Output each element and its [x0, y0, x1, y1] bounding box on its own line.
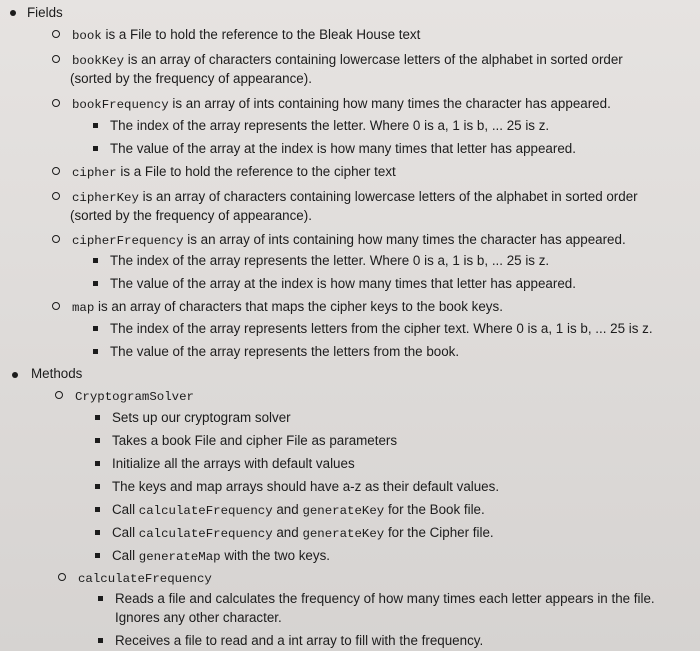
- call3-pre: Call: [112, 548, 139, 563]
- call1-post: for the Book file.: [384, 502, 485, 517]
- map-code: map: [72, 301, 95, 315]
- methods-heading: Methods: [31, 366, 83, 381]
- call2-code-2: generateKey: [302, 527, 385, 541]
- call3-code: generateMap: [138, 550, 221, 564]
- solver-item-3-bullet: [95, 461, 100, 466]
- call2-code-1: calculateFrequency: [138, 527, 273, 541]
- call2-post: for the Cipher file.: [384, 525, 494, 540]
- solver-call1-bullet: [95, 507, 100, 512]
- solver-call2-bullet: [95, 530, 100, 535]
- solver-call-3: [112, 547, 330, 566]
- bookfrequency-desc: is an array of ints containing how many times the character has appeared.: [168, 96, 611, 111]
- map-desc: is an array of characters that maps the cipher keys to the book keys.: [94, 299, 503, 314]
- cipherkey-bullet: [52, 192, 60, 200]
- book-bullet: [52, 30, 60, 38]
- calc-item-2-bullet: [98, 638, 103, 643]
- cipherfrequency-sub2-bullet: [93, 281, 98, 286]
- solver-call3-bullet: [95, 553, 100, 558]
- fields-bullet: [10, 10, 16, 16]
- solver-call-2: [112, 524, 494, 543]
- map-sub2-bullet: [93, 349, 98, 354]
- call1-code-2: generateKey: [302, 504, 385, 518]
- bookfrequency-sub2-bullet: [93, 146, 98, 151]
- cipherkey-desc-2: (sorted by the frequency of appearance).: [70, 208, 312, 223]
- solver-bullet: [55, 391, 63, 399]
- field-bookkey: [72, 51, 623, 70]
- cipher-desc: is a File to hold the reference to the cipher text: [116, 164, 396, 179]
- cipherfrequency-code: cipherFrequency: [72, 234, 184, 248]
- cipher-code: cipher: [72, 166, 117, 180]
- map-sub1: The index of the array represents letters from the cipher text. Where 0 is a, 1 is b, ... 25 is z.: [110, 321, 653, 336]
- solver-item-4-bullet: [95, 484, 100, 489]
- field-cipherkey: [72, 188, 638, 207]
- call3-post: with the two keys.: [220, 548, 330, 563]
- call1-pre: Call: [112, 502, 139, 517]
- bookfrequency-bullet: [52, 99, 60, 107]
- fields-heading: Fields: [27, 5, 63, 20]
- solver-item-4: The keys and map arrays should have a-z as their default values.: [112, 479, 500, 494]
- solver-item-2-bullet: [95, 438, 100, 443]
- bookkey-code: bookKey: [72, 54, 125, 68]
- method-calc: [78, 569, 212, 588]
- call1-code-1: calculateFrequency: [138, 504, 273, 518]
- book-code: book: [72, 29, 102, 43]
- call1-mid: and: [272, 502, 303, 517]
- bookfrequency-sub1: The index of the array represents the letter. Where 0 is a, 1 is b, ... 25 is z.: [110, 118, 550, 133]
- book-desc: is a File to hold the reference to the Bleak House text: [101, 27, 421, 42]
- field-book: [72, 26, 420, 45]
- call2-mid: and: [272, 525, 303, 540]
- calc-item-1b: Ignores any other character.: [115, 610, 282, 625]
- bookfrequency-sub2: The value of the array at the index is how many times that letter has appeared.: [110, 141, 576, 156]
- calc-item-2: Receives a file to read and a int array to fill with the frequency.: [115, 633, 484, 648]
- cipherfrequency-sub1-bullet: [93, 258, 98, 263]
- cipherfrequency-sub1: The index of the array represents the letter. Where 0 is a, 1 is b, ... 25 is z.: [110, 253, 550, 268]
- cipher-bullet: [52, 167, 60, 175]
- solver-call-1: [112, 501, 485, 520]
- bookfrequency-code: bookFrequency: [72, 98, 169, 112]
- map-bullet: [52, 302, 60, 310]
- calc-bullet: [58, 573, 66, 581]
- solver-code: CryptogramSolver: [75, 390, 194, 404]
- map-sub2: The value of the array represents the letters from the book.: [110, 344, 460, 359]
- bookkey-bullet: [52, 55, 60, 63]
- calc-code: calculateFrequency: [78, 572, 212, 586]
- bookfrequency-sub1-bullet: [93, 123, 98, 128]
- call2-pre: Call: [112, 525, 139, 540]
- field-bookfrequency: [72, 95, 611, 114]
- calc-item-1-bullet: [98, 596, 103, 601]
- cipherfrequency-bullet: [52, 235, 60, 243]
- solver-item-1-bullet: [95, 415, 100, 420]
- field-cipher: [72, 163, 396, 182]
- field-map: [72, 298, 503, 317]
- bookkey-desc-2: (sorted by the frequency of appearance).: [70, 71, 312, 86]
- map-sub1-bullet: [93, 326, 98, 331]
- cipherfrequency-sub2: The value of the array at the index is how many times that letter has appeared.: [110, 276, 576, 291]
- methods-bullet: [12, 372, 18, 378]
- method-solver: [75, 387, 194, 406]
- cipherkey-code: cipherKey: [72, 191, 139, 205]
- solver-item-2: Takes a book File and cipher File as parameters: [112, 433, 398, 448]
- calc-item-1a: Reads a file and calculates the frequency of how many times each letter appears in the file.: [115, 591, 655, 606]
- solver-item-1: Sets up our cryptogram solver: [112, 410, 291, 425]
- bookkey-desc-1: is an array of characters containing lowercase letters of the alphabet in sorted order: [124, 52, 623, 67]
- field-cipherfrequency: [72, 231, 626, 250]
- solver-item-3: Initialize all the arrays with default values: [112, 456, 355, 471]
- cipherfrequency-desc: is an array of ints containing how many times the character has appeared.: [183, 232, 626, 247]
- cipherkey-desc-1: is an array of characters containing lowercase letters of the alphabet in sorted order: [138, 189, 638, 204]
